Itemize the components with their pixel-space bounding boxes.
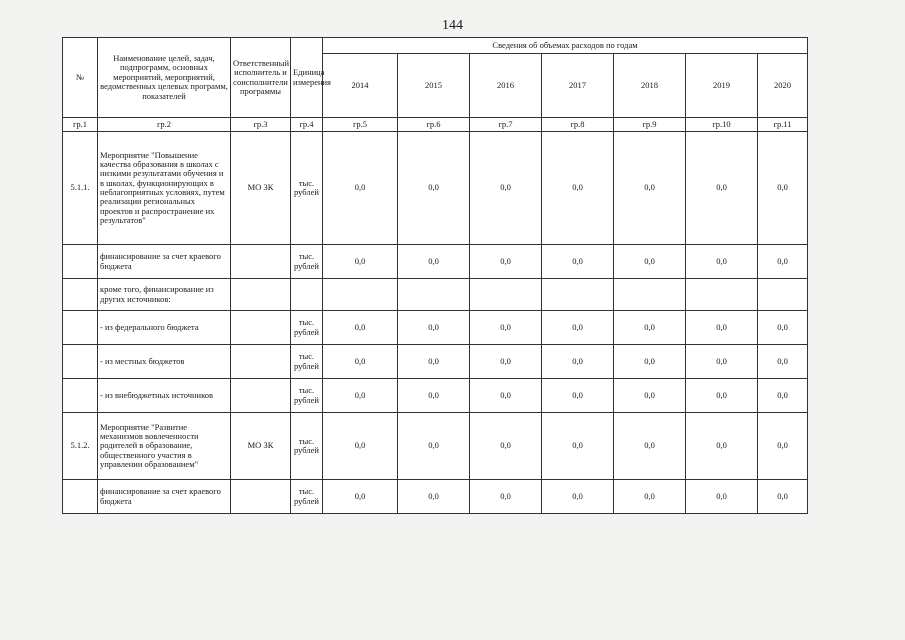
col-code: гр.6 — [398, 118, 470, 132]
row-unit: тыс. рублей — [291, 413, 323, 480]
header-num: № — [63, 38, 98, 118]
year-value-cell: 0,0 — [614, 345, 686, 379]
row-unit: тыс. рублей — [291, 345, 323, 379]
row-responsible: МО ЗК — [231, 413, 291, 480]
year-value-cell: 0,0 — [398, 311, 470, 345]
year-value-cell: 0,0 — [398, 413, 470, 480]
row-responsible — [231, 311, 291, 345]
year-value-cell — [398, 279, 470, 311]
year-value-cell: 0,0 — [542, 345, 614, 379]
row-name: - из федерального бюджета — [98, 311, 231, 345]
year-value-cell: 0,0 — [614, 413, 686, 480]
year-value-cell: 0,0 — [470, 379, 542, 413]
year-value-cell: 0,0 — [542, 480, 614, 514]
col-code: гр.8 — [542, 118, 614, 132]
header-unit: Единица измерения — [291, 38, 323, 118]
year-value-cell: 0,0 — [470, 311, 542, 345]
col-code: гр.7 — [470, 118, 542, 132]
year-value-cell: 0,0 — [398, 345, 470, 379]
row-number — [63, 279, 98, 311]
row-responsible — [231, 379, 291, 413]
year-value-cell: 0,0 — [323, 132, 398, 245]
year-value-cell: 0,0 — [614, 480, 686, 514]
year-value-cell: 0,0 — [686, 480, 758, 514]
row-unit: тыс. рублей — [291, 480, 323, 514]
row-responsible — [231, 279, 291, 311]
year-value-cell: 0,0 — [542, 132, 614, 245]
column-codes-row — [63, 118, 808, 132]
year-value-cell: 0,0 — [614, 132, 686, 245]
col-code: гр.3 — [231, 118, 291, 132]
row-number — [63, 379, 98, 413]
row-unit: тыс. рублей — [291, 245, 323, 279]
year-value-cell — [323, 279, 398, 311]
year-value-cell: 0,0 — [470, 480, 542, 514]
year-value-cell: 0,0 — [470, 132, 542, 245]
year-value-cell: 0,0 — [614, 379, 686, 413]
year-header: 2014 — [323, 54, 398, 118]
year-value-cell — [470, 279, 542, 311]
year-value-cell: 0,0 — [398, 480, 470, 514]
year-header: 2019 — [686, 54, 758, 118]
col-code: гр.1 — [63, 118, 98, 132]
table-row — [63, 345, 808, 379]
row-responsible — [231, 480, 291, 514]
row-name: финансирование за счет краевого бюджета — [98, 480, 231, 514]
row-name: - из внебюджетных источников — [98, 379, 231, 413]
year-value-cell: 0,0 — [542, 311, 614, 345]
header-name: Наименование целей, задач, подпрограмм, основных мероприятий, мероприятий, ведомственных целевых программ, показателей — [98, 38, 231, 118]
row-name: Мероприятие "Повышение качества образования в школах с низкими результатами обучения и в школах, функционирующих в неблагоприятных условиях, путем реализации региональных проектов и распространение их результатов" — [98, 132, 231, 245]
year-value-cell: 0,0 — [686, 413, 758, 480]
row-name: - из местных бюджетов — [98, 345, 231, 379]
year-value-cell: 0,0 — [614, 311, 686, 345]
year-header: 2017 — [542, 54, 614, 118]
row-name: финансирование за счет краевого бюджета — [98, 245, 231, 279]
row-number — [63, 345, 98, 379]
row-name: Мероприятие "Развитие механизмов вовлеченности родителей в образование, общественного участия в управлении образованием" — [98, 413, 231, 480]
row-number — [63, 245, 98, 279]
row-responsible — [231, 345, 291, 379]
row-name: кроме того, финансирование из других источников: — [98, 279, 231, 311]
row-number — [63, 480, 98, 514]
year-value-cell: 0,0 — [470, 413, 542, 480]
year-value-cell: 0,0 — [758, 480, 808, 514]
year-value-cell: 0,0 — [614, 245, 686, 279]
year-value-cell: 0,0 — [323, 413, 398, 480]
year-value-cell: 0,0 — [323, 245, 398, 279]
row-unit: тыс. рублей — [291, 311, 323, 345]
year-value-cell: 0,0 — [542, 245, 614, 279]
table-row — [63, 279, 808, 311]
year-value-cell: 0,0 — [398, 132, 470, 245]
table-row — [63, 245, 808, 279]
col-code: гр.2 — [98, 118, 231, 132]
year-value-cell: 0,0 — [323, 311, 398, 345]
year-header: 2015 — [398, 54, 470, 118]
col-code: гр.11 — [758, 118, 808, 132]
year-value-cell: 0,0 — [686, 132, 758, 245]
table-row — [63, 413, 808, 480]
col-code: гр.5 — [323, 118, 398, 132]
table-row — [63, 311, 808, 345]
year-value-cell: 0,0 — [686, 379, 758, 413]
row-number: 5.1.1. — [63, 132, 98, 245]
year-value-cell: 0,0 — [758, 132, 808, 245]
page-number: 144 — [442, 18, 463, 33]
col-code: гр.4 — [291, 118, 323, 132]
year-value-cell: 0,0 — [758, 311, 808, 345]
year-value-cell: 0,0 — [542, 413, 614, 480]
year-value-cell: 0,0 — [323, 379, 398, 413]
year-value-cell: 0,0 — [686, 311, 758, 345]
year-value-cell: 0,0 — [470, 345, 542, 379]
row-unit: тыс. рублей — [291, 379, 323, 413]
header-responsible: Ответственный исполнитель и соисполнители программы — [231, 38, 291, 118]
table-row — [63, 379, 808, 413]
year-header: 2020 — [758, 54, 808, 118]
budget-table — [62, 37, 808, 514]
year-value-cell — [686, 279, 758, 311]
row-unit — [291, 279, 323, 311]
year-value-cell: 0,0 — [398, 379, 470, 413]
year-value-cell: 0,0 — [686, 245, 758, 279]
row-number: 5.1.2. — [63, 413, 98, 480]
year-value-cell — [758, 279, 808, 311]
table-row — [63, 480, 808, 514]
year-value-cell — [614, 279, 686, 311]
year-value-cell: 0,0 — [758, 345, 808, 379]
year-header: 2016 — [470, 54, 542, 118]
row-unit: тыс. рублей — [291, 132, 323, 245]
year-value-cell: 0,0 — [758, 245, 808, 279]
year-header: 2018 — [614, 54, 686, 118]
year-value-cell: 0,0 — [470, 245, 542, 279]
year-value-cell: 0,0 — [758, 379, 808, 413]
year-value-cell: 0,0 — [398, 245, 470, 279]
table-body — [63, 132, 808, 514]
table-row — [63, 132, 808, 245]
row-responsible — [231, 245, 291, 279]
year-value-cell: 0,0 — [323, 480, 398, 514]
col-code: гр.10 — [686, 118, 758, 132]
year-value-cell: 0,0 — [686, 345, 758, 379]
header-expenses-group: Сведения об объемах расходов по годам — [323, 38, 808, 54]
year-value-cell: 0,0 — [542, 379, 614, 413]
row-responsible: МО ЗК — [231, 132, 291, 245]
col-code: гр.9 — [614, 118, 686, 132]
year-value-cell — [542, 279, 614, 311]
year-value-cell: 0,0 — [758, 413, 808, 480]
year-value-cell: 0,0 — [323, 345, 398, 379]
row-number — [63, 311, 98, 345]
